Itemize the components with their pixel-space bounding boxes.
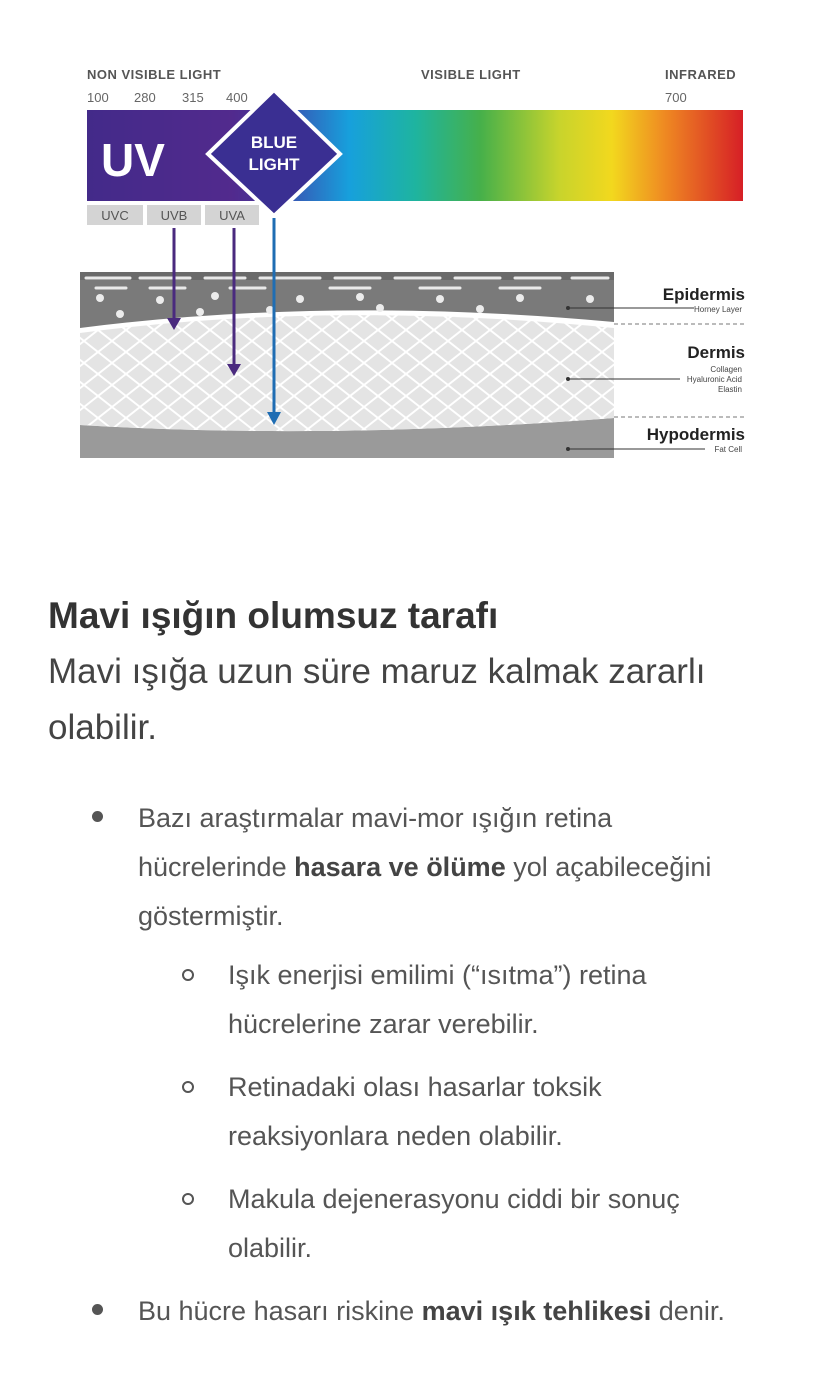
hypodermis-label: Hypodermis <box>646 425 745 444</box>
section-subheading: Mavi ışığa uzun süre maruz kalmak zararlı olabilir. <box>48 652 706 747</box>
bullet1-text-post: yol açabileceğini göstermiştir. <box>138 852 712 931</box>
bullet-dot-icon <box>92 1304 103 1315</box>
section-heading: Mavi ışığın olumsuz tarafı <box>48 595 499 636</box>
epidermis-label: Epidermis <box>662 285 745 304</box>
blue-light-label-2: LIGHT <box>248 155 300 174</box>
bullet-circle-icon <box>182 969 194 981</box>
sub3-text: Makula dejenerasyonu ciddi bir sonuç olabilir. <box>228 1184 680 1263</box>
wavelength-315: 315 <box>182 90 204 105</box>
uvc-label: UVC <box>101 208 129 223</box>
sub1-text: Işık enerjisi emilimi (“ısıtma”) retina hücrelerine zarar verebilir. <box>228 960 647 1039</box>
visible-light-label: VISIBLE LIGHT <box>421 67 521 82</box>
skin-cross-section <box>80 272 614 458</box>
bullet-dot-icon <box>92 811 103 822</box>
infrared-label: INFRARED <box>665 67 737 82</box>
bullet-circle-icon <box>182 1081 194 1093</box>
wavelength-400: 400 <box>226 90 248 105</box>
sub-bullet-list <box>138 951 768 1273</box>
sub-list-item <box>138 1063 768 1161</box>
wavelength-700: 700 <box>665 90 687 105</box>
uv-label: UV <box>101 134 165 186</box>
sub-list-item <box>138 951 768 1049</box>
dermis-label: Dermis <box>687 343 745 362</box>
bullet1-text-pre: Bazı araştırmalar mavi-mor ışığın retina hücrelerinde <box>138 803 613 882</box>
bullet2-text-bold: mavi ışık tehlikesi <box>421 1296 652 1326</box>
bullet-list <box>48 794 768 1336</box>
epidermis-sublabel: Horney Layer <box>693 305 742 314</box>
hypodermis-sublabel: Fat Cell <box>714 445 742 454</box>
blue-light-label-1: BLUE <box>250 133 298 152</box>
list-item <box>48 794 768 1273</box>
uva-label: UVA <box>219 208 245 223</box>
bullet-circle-icon <box>182 1193 194 1205</box>
sub2-text: Retinadaki olası hasarlar toksik reaksiyonlara neden olabilir. <box>228 1072 602 1151</box>
dermis-sublabel-collagen: Collagen <box>710 365 742 374</box>
bullet2-text-post: denir. <box>651 1296 725 1326</box>
uvb-label: UVB <box>160 208 188 223</box>
dermis-sublabel-hyaluronic: Hyaluronic Acid <box>686 375 742 384</box>
sub-list-item <box>138 1175 768 1273</box>
wavelength-100: 100 <box>87 90 109 105</box>
article-content <box>48 588 768 1344</box>
light-spectrum-skin-diagram <box>0 0 828 500</box>
bullet1-text-bold: hasara ve ölüme <box>294 852 506 882</box>
list-item <box>48 1287 768 1336</box>
wavelength-280: 280 <box>134 90 156 105</box>
dermis-sublabel-elastin: Elastin <box>717 385 742 394</box>
non-visible-light-label: NON VISIBLE LIGHT <box>87 67 222 82</box>
bullet2-text-pre: Bu hücre hasarı riskine <box>138 1296 422 1326</box>
